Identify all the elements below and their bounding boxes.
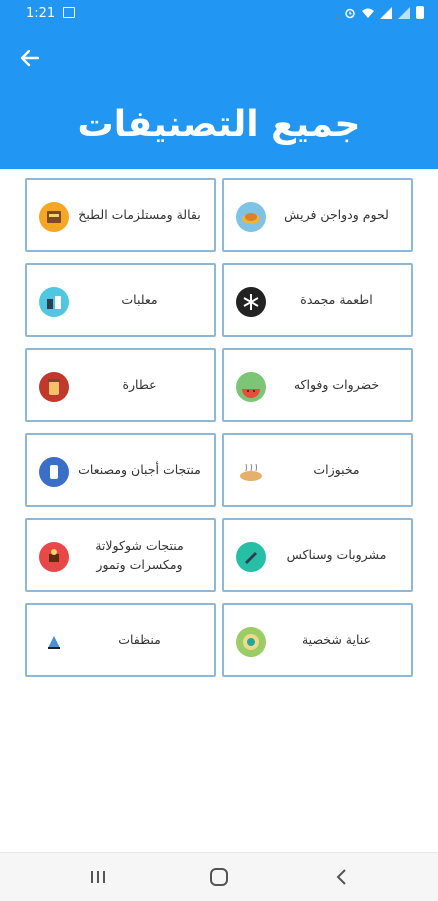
watermelon-icon	[236, 372, 266, 402]
app-bar	[0, 28, 438, 169]
alarm-icon	[344, 7, 356, 19]
category-card[interactable]	[222, 348, 413, 422]
category-label: عناية شخصية	[301, 632, 372, 648]
dairy-icon	[39, 457, 69, 487]
grocery-icon	[39, 202, 69, 232]
snowflake-icon	[236, 287, 266, 317]
category-card[interactable]	[25, 348, 216, 422]
recent-apps-icon[interactable]	[86, 865, 110, 889]
canned-food-icon	[39, 287, 69, 317]
category-card[interactable]	[25, 603, 216, 677]
category-label: خضروات وفواكه	[293, 377, 380, 393]
bread-icon	[236, 457, 266, 487]
battery-icon	[416, 6, 424, 19]
system-nav-bar	[0, 852, 438, 901]
category-label: منتجات أجبان ومصنعات	[78, 462, 201, 478]
page-title: جميع التصنيفات	[77, 104, 361, 145]
cleaning-icon	[39, 627, 69, 657]
status-bar	[0, 0, 438, 28]
back-arrow-icon[interactable]	[16, 44, 44, 72]
signal-icon	[380, 7, 392, 19]
category-card[interactable]	[25, 433, 216, 507]
category-card[interactable]	[222, 603, 413, 677]
category-label: مشروبات وسناكس	[286, 547, 387, 563]
category-label: منظفات	[118, 632, 161, 648]
status-time: 1:21	[26, 6, 56, 21]
status-icons	[344, 6, 424, 19]
soap-icon	[236, 627, 266, 657]
category-card[interactable]	[25, 518, 216, 592]
signal-2-icon	[398, 7, 410, 19]
category-card[interactable]	[222, 518, 413, 592]
chicken-icon	[236, 202, 266, 232]
wifi-icon	[362, 7, 374, 19]
category-label: منتجات شوكولاتة ومكسرات وتمور	[95, 537, 184, 572]
category-card[interactable]	[222, 433, 413, 507]
image-notification-icon	[63, 7, 75, 18]
category-label: بقالة ومستلزمات الطبخ	[78, 207, 201, 223]
category-card[interactable]	[25, 178, 216, 252]
drink-icon	[236, 542, 266, 572]
category-label: عطارة	[122, 377, 157, 393]
category-card[interactable]	[25, 263, 216, 337]
category-card[interactable]	[222, 178, 413, 252]
category-card[interactable]	[222, 263, 413, 337]
category-label: لحوم ودواجن فريش	[284, 207, 389, 223]
chocolate-icon	[39, 542, 69, 572]
category-label: مخبوزات	[313, 462, 360, 478]
back-nav-icon[interactable]	[330, 865, 354, 889]
spice-jar-icon	[39, 372, 69, 402]
category-label: معلبات	[121, 292, 158, 308]
category-label: اطعمة مجمدة	[300, 292, 373, 308]
home-icon[interactable]	[207, 865, 231, 889]
